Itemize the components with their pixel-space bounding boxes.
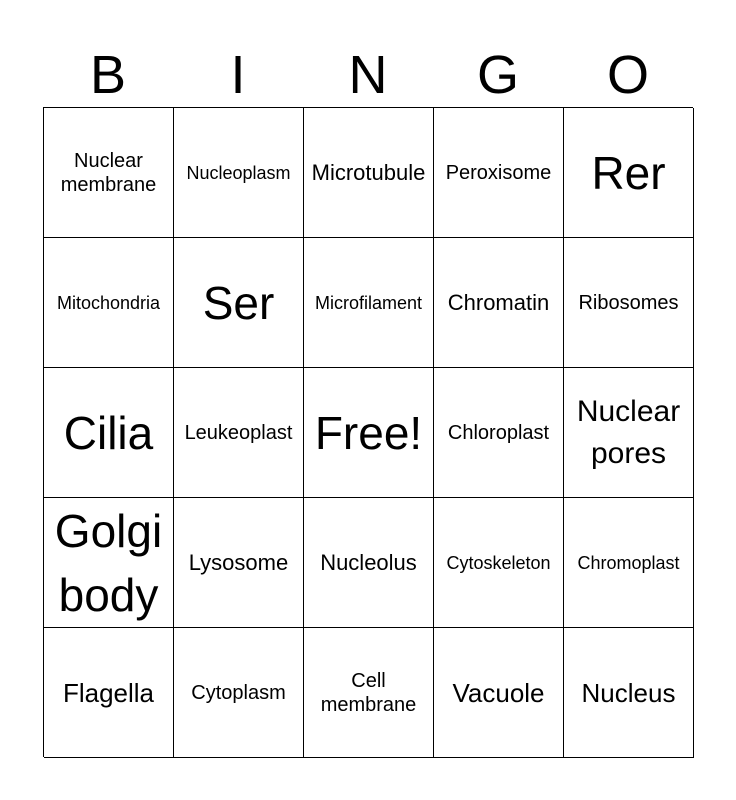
bingo-cell[interactable]	[304, 108, 434, 238]
bingo-cell[interactable]	[564, 238, 694, 368]
cell-label: Lysosome	[188, 549, 289, 575]
bingo-cell[interactable]	[44, 628, 174, 758]
bingo-cell[interactable]	[44, 108, 174, 238]
bingo-cell[interactable]	[174, 238, 304, 368]
bingo-grid	[43, 107, 693, 757]
cell-label: Chloroplast	[447, 421, 550, 444]
bingo-cell[interactable]	[174, 628, 304, 758]
cell-label: Nucleoplasm	[186, 162, 291, 183]
cell-label: Chromoplast	[577, 552, 680, 573]
cell-label: Nuclear pores	[576, 394, 681, 470]
header-letter-g: G	[476, 45, 519, 105]
cell-label: Cilia	[63, 406, 154, 459]
cell-label: Ser	[202, 276, 275, 329]
cell-label: Flagella	[62, 677, 155, 708]
bingo-cell[interactable]	[304, 498, 434, 628]
free-space-label: Free!	[314, 406, 423, 459]
bingo-cell[interactable]	[174, 498, 304, 628]
cell-label: Nucleus	[581, 677, 676, 708]
bingo-cell[interactable]	[564, 498, 694, 628]
cell-label: Vacuole	[452, 677, 545, 708]
cell-label: Rer	[591, 146, 666, 199]
cell-label: Microfilament	[314, 292, 423, 313]
bingo-cell[interactable]	[44, 498, 174, 628]
bingo-cell[interactable]	[44, 368, 174, 498]
bingo-cell[interactable]	[434, 108, 564, 238]
cell-label: Cell membrane	[320, 669, 417, 716]
cell-label: Nuclear membrane	[60, 149, 157, 196]
header-letter-o: O	[606, 45, 649, 105]
bingo-cell[interactable]	[434, 238, 564, 368]
cell-label: Leukeoplast	[184, 421, 293, 444]
header-letter-b: B	[89, 45, 127, 105]
bingo-cell[interactable]	[564, 628, 694, 758]
bingo-cell[interactable]	[304, 238, 434, 368]
header-letter-i: I	[230, 45, 246, 105]
bingo-cell[interactable]	[174, 368, 304, 498]
cell-label: Microtubule	[311, 159, 426, 185]
bingo-cell[interactable]	[44, 238, 174, 368]
bingo-cell free-space[interactable]	[304, 368, 434, 498]
bingo-cell[interactable]	[434, 368, 564, 498]
bingo-cell[interactable]	[564, 108, 694, 238]
cell-label: Golgi body	[54, 504, 163, 621]
cell-label: Chromatin	[447, 289, 550, 315]
bingo-header	[43, 42, 693, 108]
bingo-cell[interactable]	[304, 628, 434, 758]
bingo-cell[interactable]	[174, 108, 304, 238]
cell-label: Nucleolus	[320, 549, 417, 575]
cell-label: Cytoplasm	[191, 681, 286, 704]
cell-label: Peroxisome	[445, 161, 552, 184]
cell-label: Mitochondria	[56, 292, 161, 313]
header-letter-n: N	[348, 45, 388, 105]
cell-label: Ribosomes	[578, 291, 679, 314]
bingo-cell[interactable]	[564, 368, 694, 498]
bingo-cell[interactable]	[434, 628, 564, 758]
bingo-cell[interactable]	[434, 498, 564, 628]
cell-label: Cytoskeleton	[446, 552, 551, 573]
